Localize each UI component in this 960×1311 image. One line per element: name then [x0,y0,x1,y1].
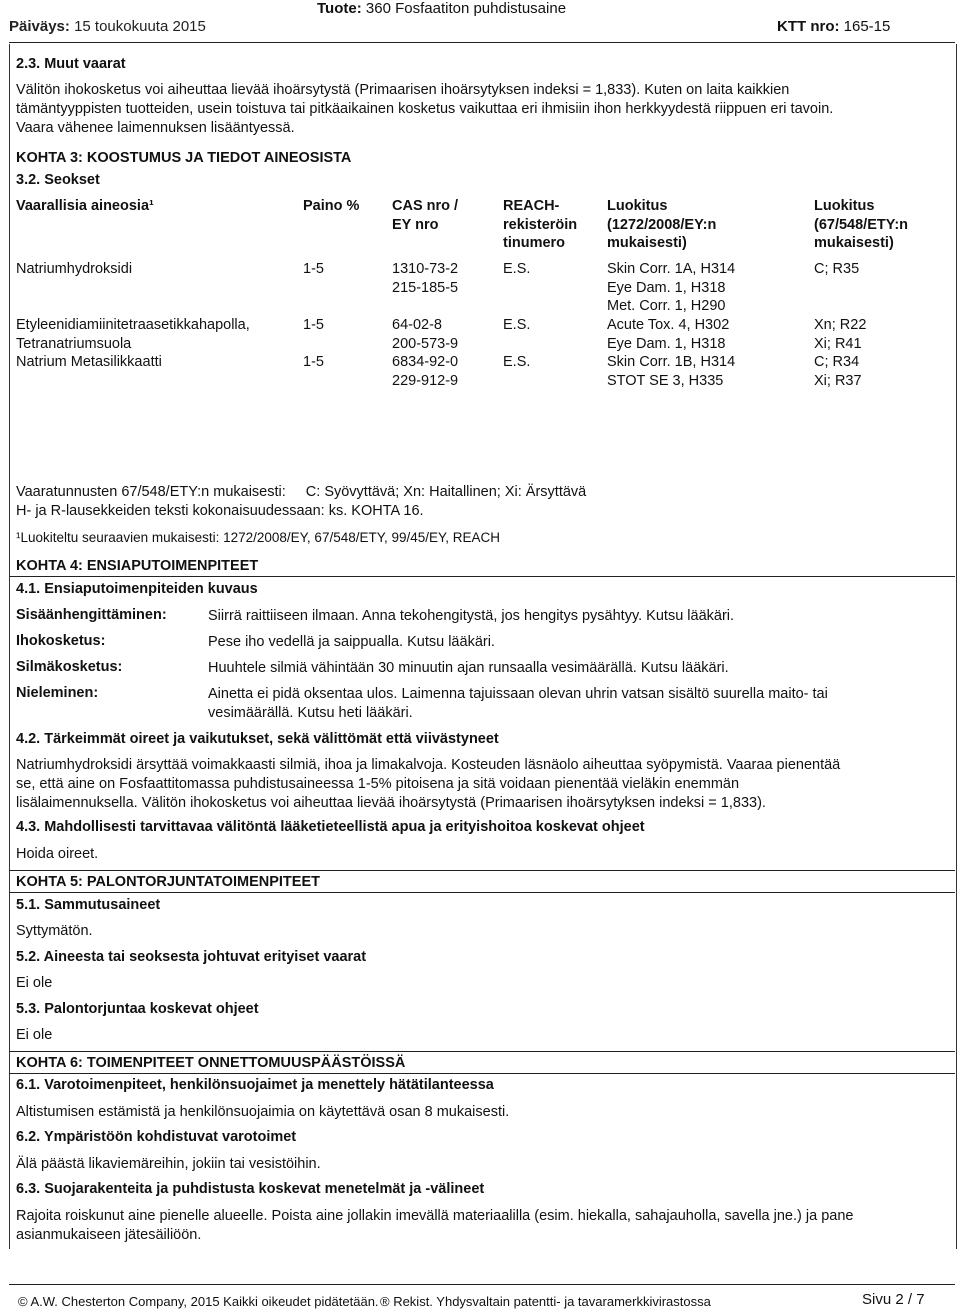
hazard-note-label: Vaaratunnusten 67/548/ETY:n mukaisesti: [16,484,286,500]
first-aid-eye-label: Silmäkosketus: [16,659,123,675]
section-2-3-line: Vaara vähenee laimennuksen lisääntyessä. [16,120,295,136]
kohta3-title: KOHTA 3: KOOSTUMUS JA TIEDOT AINEOSISTA [16,150,352,166]
table-row-reach: E.S. [503,261,531,277]
kohta6-s3-text [16,1207,853,1245]
dsd-class: Xi; R41 [814,335,862,352]
first-aid-inhalation-text: Siirrä raittiiseen ilmaan. Anna tekohengitystä, jos hengitys pysähtyy. Kutsu lääkäri. [208,608,735,624]
name-line: Tetranatriumsuola [16,335,132,352]
clp-class: Skin Corr. 1B, H314 [607,354,736,370]
table-row-dsd: C; R35 [814,261,860,277]
th-dsd [814,197,908,253]
cleanup-line: asianmukaiseen jätesäiliöön. [16,1227,202,1243]
kohta5-s2: 5.2. Aineesta tai seoksesta johtuvat erityiset vaarat [16,949,367,965]
footer-rule [9,1284,955,1285]
clp-class: STOT SE 3, H335 [607,372,724,389]
hazard-note-value: C: Syövyttävä; Xn: Haitallinen; Xi: Ärsyttävä [305,484,587,500]
first-aid-ingestion-text [208,685,828,723]
ec-number: 215-185-5 [392,279,459,296]
kohta6-s2: 6.2. Ympäristöön kohdistuvat varotoimet [16,1129,297,1145]
table-row-weight: 1-5 [303,261,324,277]
h-r-phrases-note: H- ja R-lausekkeiden teksti kokonaisuudessaan: ks. KOHTA 16. [16,503,424,519]
clp-class: Skin Corr. 1A, H314 [607,261,736,277]
th-weight: Paino % [303,198,360,214]
table-row-cas [392,316,458,353]
kohta4-rule [9,576,955,577]
kohta6-s3: 6.3. Suojarakenteita ja puhdistusta koskevat menetelmät ja -välineet [16,1181,485,1197]
th-clp-line: mukaisesti) [607,235,687,251]
ec-number: 200-573-9 [392,335,459,352]
th-clp-line: (1272/2008/EY:n [607,216,717,233]
th-reach [503,197,577,253]
hazard-symbols-note [16,483,586,502]
kohta4-sub2: 4.2. Tärkeimmät oireet ja vaikutukset, sekä välittömät että viivästyneet [16,731,499,747]
kohta6-s2-text: Älä päästä likaviemäreihin, jokiin tai vesistöihin. [16,1156,321,1172]
product-label: Tuote: [317,0,362,17]
name-line: Etyleenidiamiinitetraasetikkahapolla, [16,317,250,333]
product-value: 360 Fosfaatiton puhdistusaine [365,0,567,17]
th-clp [607,197,716,253]
kohta5-top-rule [9,870,955,871]
kohta4-sub3: 4.3. Mahdollisesti tarvittavaa välitöntä lääketieteellistä apua ja erityishoitoa koskevat ohjeet [16,819,645,835]
first-aid-skin-label: Ihokosketus: [16,633,106,649]
kohta6-title: KOHTA 6: TOIMENPITEET ONNETTOMUUSPÄÄSTÖISSÄ [16,1055,406,1071]
th-dsd-line: (67/548/ETY:n [814,216,909,233]
clp-class: Eye Dam. 1, H318 [607,279,726,296]
ec-number: 229-912-9 [392,372,459,389]
cas-number: 6834-92-0 [392,354,459,370]
th-reach-line: rekisteröin [503,216,578,233]
cleanup-line: Rajoita roiskunut aine pienelle alueelle. Poista aine jollakin imevällä materiaalilla (esim. hiekalla, sahajauholla, savella jne.) ja pane [16,1208,854,1224]
first-aid-ingestion-label: Nieleminen: [16,685,99,701]
cas-number: 64-02-8 [392,317,442,333]
ktt-label: KTT nro: [777,18,840,35]
kohta5-s2-text: Ei ole [16,975,53,991]
kohta5-s1-text: Syttymätön. [16,923,93,939]
table-row-weight: 1-5 [303,354,324,370]
clp-class: Acute Tox. 4, H302 [607,317,730,333]
ingestion-line: Ainetta ei pidä oksentaa ulos. Laimenna tajuissaan olevan uhrin vatsan sisältö suurella maito- tai [208,686,828,702]
clp-class: Met. Corr. 1, H290 [607,298,726,314]
table-row-reach: E.S. [503,354,531,370]
table-row-name: Natrium Metasilikkaatti [16,354,162,370]
th-dsd-line: mukaisesti) [814,235,894,251]
first-aid-inhalation-label: Sisäänhengittäminen: [16,607,167,623]
table-row-name [16,316,250,353]
table-row-reach: E.S. [503,317,531,333]
footer-registered: ® Rekist. Yhdysvaltain patentti- ja tavaramerkkivirastossa [380,1294,711,1309]
header-ktt [777,18,890,35]
classification-footnote: ¹Luokiteltu seuraavien mukaisesti: 1272/2008/EY, 67/548/ETY, 99/45/EY, REACH [16,530,501,545]
kohta6-top-rule [9,1051,955,1052]
first-aid-eye-text: Huuhtele silmiä vähintään 30 minuutin ajan runsaalla vesimäärällä. Kutsu lääkäri. [208,660,729,676]
dsd-class: Xi; R37 [814,372,862,389]
date-value: 15 toukokuuta 2015 [74,18,206,35]
section-2-3-title: 2.3. Muut vaarat [16,56,126,72]
kohta4-title: KOHTA 4: ENSIAPUTOIMENPITEET [16,558,259,574]
clp-class: Eye Dam. 1, H318 [607,335,726,352]
table-row-cas [392,260,458,297]
th-cas-line: EY nro [392,216,439,233]
th-cas-line: CAS nro / [392,198,459,214]
ktt-value: 165-15 [843,18,891,35]
table-row-clp [607,260,735,316]
th-reach-line: REACH- [503,198,560,214]
section-2-3-line: tämäntyyppisten tuotteiden, usein toistuva tai pitkäaikainen kosketus vaikuttaa eri ihmisiin ihon herkkyydestä riippuen eri tavoin. [16,101,834,117]
th-clp-line: Luokitus [607,198,668,214]
table-row-dsd [814,353,862,390]
table-row-name: Natriumhydroksidi [16,261,133,277]
th-cas [392,197,458,234]
first-aid-skin-text: Pese iho vedellä ja saippualla. Kutsu lääkäri. [208,634,495,650]
kohta6-s1: 6.1. Varotoimenpiteet, henkilönsuojaimet ja menettely hätätilanteessa [16,1077,494,1093]
th-ingredients: Vaarallisia aineosia¹ [16,198,154,214]
date-label: Päiväys: [9,18,70,35]
footer-page-number: Sivu 2 / 7 [862,1291,925,1308]
symptoms-line: Natriumhydroksidi ärsyttää voimakkaasti silmiä, ihoa ja limakalvoja. Kosteuden läsnäolo aiheuttaa syöpymistä. Vaaraa pienentää [16,757,841,773]
th-dsd-line: Luokitus [814,198,875,214]
symptoms-line: lisälaimennuksella. Välitön ihokosketus voi aiheuttaa lievää ihoärsytystä (Primaarisen ihoärsytyksen indeksi = 1,833). [16,795,766,811]
kohta6-s1-text: Altistumisen estämistä ja henkilönsuojaimia on käytettävä osan 8 mukaisesti. [16,1104,510,1120]
table-row-clp [607,316,729,353]
section-2-3-line: Välitön ihokosketus voi aiheuttaa lievää ihoärsytystä (Primaarisen ihoärsytyksen indeksi = 1,833). Kuten on laita kaikkien [16,82,790,98]
cas-number: 1310-73-2 [392,261,459,277]
table-row-clp [607,353,735,390]
header-product [317,0,566,17]
kohta4-sub1: 4.1. Ensiaputoimenpiteiden kuvaus [16,581,258,597]
symptoms-line: se, että aine on Fosfaattitomassa puhdistusaineessa 1-5% pitoisena ja sitä voidaan pienentää vieläkin enemmän [16,776,740,792]
table-row-dsd [814,316,866,353]
kohta5-title: KOHTA 5: PALONTORJUNTATOIMENPITEET [16,874,320,890]
kohta5-s3: 5.3. Palontorjuntaa koskevat ohjeet [16,1001,259,1017]
kohta5-rule [9,892,955,893]
table-row-weight: 1-5 [303,317,324,333]
ingestion-line: vesimäärällä. Kutsu heti lääkäri. [208,705,413,721]
header-date [9,18,206,35]
dsd-class: Xn; R22 [814,317,867,333]
kohta4-sub2-text [16,756,840,813]
footer-copyright: © A.W. Chesterton Company, 2015 Kaikki oikeudet pidätetään. [18,1294,379,1309]
table-row-cas [392,353,458,390]
kohta3-subtitle: 3.2. Seokset [16,172,100,188]
kohta5-s3-text: Ei ole [16,1027,53,1043]
th-reach-line: tinumero [503,235,566,251]
kohta6-rule [9,1073,955,1074]
kohta5-s1: 5.1. Sammutusaineet [16,897,161,913]
dsd-class: C; R34 [814,354,860,370]
header-rule [9,42,955,43]
kohta4-sub3-text: Hoida oireet. [16,846,99,862]
